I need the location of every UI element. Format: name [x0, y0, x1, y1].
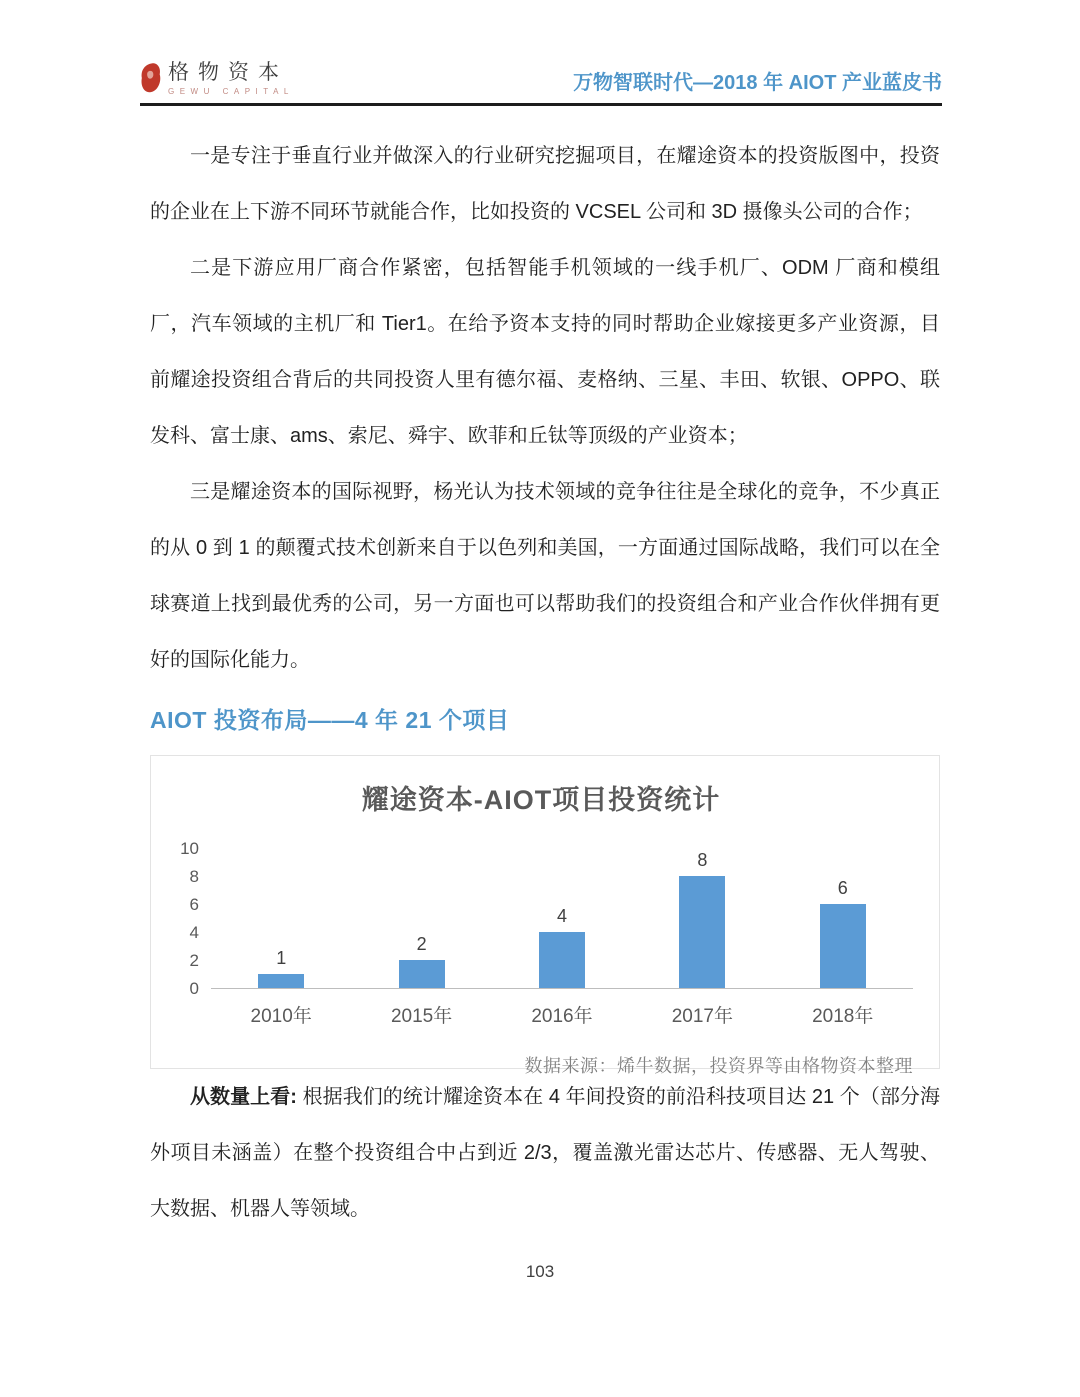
bar-value-label: 6: [837, 878, 848, 898]
bar-value-label: 8: [697, 850, 708, 870]
gewu-seal-icon: [140, 62, 162, 94]
data-source-note: 数据来源：烯牛数据，投资界等由格物资本整理: [524, 1056, 913, 1076]
page-header: [140, 60, 942, 106]
paragraph-4: [150, 1069, 940, 1237]
y-tick-label: 0: [189, 979, 199, 998]
y-tick-label: 10: [180, 839, 199, 858]
x-axis-tick-label: 2010年: [250, 1006, 312, 1027]
bar: [399, 960, 445, 988]
bar-group: [773, 849, 913, 988]
x-axis-labels: [211, 1001, 913, 1028]
paragraph-4-lead: 从数量上看:: [190, 1086, 297, 1108]
bar: [679, 876, 725, 988]
bar-value-label: 1: [276, 948, 287, 968]
page-content: [150, 128, 940, 1237]
bar-value-label: 2: [416, 934, 427, 954]
bar-group: [492, 849, 632, 988]
bar-group: [632, 849, 772, 988]
x-axis-tick-label: 2016年: [531, 1006, 593, 1027]
bar-value-label: 4: [556, 906, 567, 926]
investment-bar-chart: [150, 755, 940, 1076]
bar-group: [351, 849, 491, 988]
paragraph-4-rest: 根据我们的统计耀途资本在 4 年间投资的前沿科技项目达 21 个（部分海外项目未涵盖）在整个投资组合中占到近 2/3，覆盖激光雷达芯片、传感器、无人驾驶、大数据、机器人等领域。: [150, 1086, 940, 1220]
chart-title: 耀途资本-AIOT项目投资统计: [361, 785, 721, 815]
y-tick-label: 6: [189, 895, 199, 914]
bar: [258, 974, 304, 988]
gewu-capital-logo: [140, 60, 294, 96]
y-tick-label: 8: [189, 867, 199, 886]
section-heading: AIOT 投资布局——4 年 21 个项目: [150, 707, 510, 733]
bar-group: [211, 849, 351, 988]
chart-plot-area: [169, 839, 913, 998]
y-tick-label: 4: [189, 923, 199, 942]
x-axis-tick-label: 2018年: [812, 1006, 874, 1027]
paragraph-1: 一是专注于垂直行业并做深入的行业研究挖掘项目，在耀途资本的投资版图中，投资的企业在上下游不同环节就能合作，比如投资的 VCSEL 公司和 3D 摄像头公司的合作；: [150, 145, 940, 223]
x-axis-tick-label: 2017年: [671, 1006, 733, 1027]
bars-area: [211, 849, 913, 989]
document-title: 万物智联时代—2018 年 AIOT 产业蓝皮书: [573, 72, 942, 95]
x-axis-tick-label: 2015年: [390, 1006, 453, 1027]
bar: [820, 904, 866, 988]
logo-subtext: GEWU CAPITAL: [168, 87, 294, 97]
paragraph-3: 三是耀途资本的国际视野，杨光认为技术领域的竞争往往是全球化的竞争，不少真正的从 0 到 1 的颠覆式技术创新来自于以色列和美国，一方面通过国际战略，我们可以在全球赛道上找到最优秀的公司，另一方面也可以帮助我们的投资组合和产业合作伙伴拥有更好的国际化能力。: [150, 481, 940, 671]
y-axis: [169, 839, 211, 998]
logo-text: 格物资本: [168, 61, 288, 84]
bar: [539, 932, 585, 988]
paragraph-2: 二是下游应用厂商合作紧密，包括智能手机领域的一线手机厂、ODM 厂商和模组厂，汽车领域的主机厂和 Tier1。在给予资本支持的同时帮助企业嫁接更多产业资源，目前耀途投资组合背后的共同投资人里有德尔福、麦格纳、三星、丰田、软银、OPPO、联发科、富士康、ams、索尼、舜宇、欧菲和丘钛等顶级的产业资本；: [150, 257, 940, 447]
page-number: 103: [525, 1262, 555, 1281]
y-tick-label: 2: [189, 951, 199, 970]
